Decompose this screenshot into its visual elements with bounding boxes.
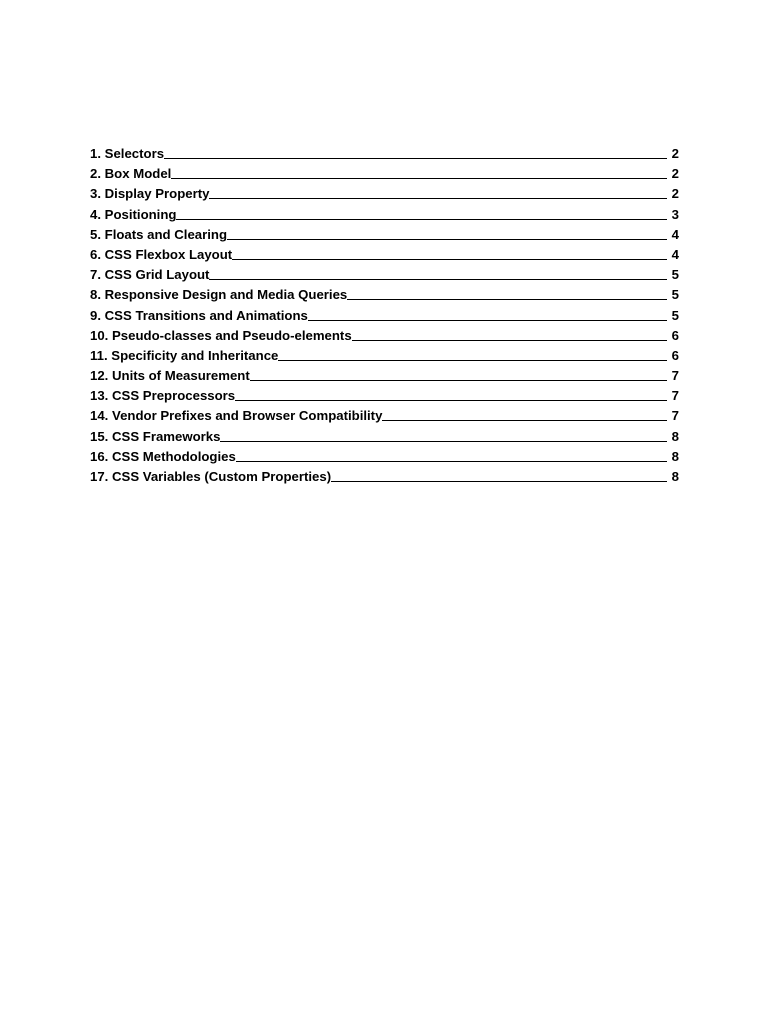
toc-entry-page-number: 5	[671, 287, 679, 303]
toc-leader-line	[308, 320, 667, 321]
toc-entry	[90, 205, 679, 225]
toc-entry-title: 16. CSS Methodologies	[90, 448, 236, 464]
toc-leader-line	[227, 239, 667, 240]
toc-entry-title: 3. Display Property	[90, 186, 210, 202]
toc-entry-page-number: 7	[671, 368, 679, 384]
toc-entry-title: 12. Units of Measurement	[90, 368, 250, 384]
toc-leader-line	[209, 198, 667, 199]
toc-entry	[90, 285, 679, 305]
toc-entry	[90, 386, 679, 406]
toc-entry-title: 9. CSS Transitions and Animations	[90, 307, 308, 323]
toc-entry-title: 6. CSS Flexbox Layout	[90, 246, 233, 262]
toc-entry-page-number: 7	[671, 408, 679, 424]
toc-leader-line	[164, 158, 667, 159]
toc-entry	[90, 467, 679, 487]
toc-leader-line	[352, 340, 667, 341]
toc-entry	[90, 164, 679, 184]
toc-leader-line	[235, 400, 667, 401]
toc-entry-title: 1. Selectors	[90, 146, 165, 161]
toc-leader-line	[236, 461, 667, 462]
toc-entry-title: 17. CSS Variables (Custom Properties)	[90, 469, 332, 484]
toc-entry-page-number: 6	[671, 347, 679, 363]
toc-entry-title: 15. CSS Frameworks	[90, 428, 221, 444]
toc-entry-title: 7. CSS Grid Layout	[90, 267, 210, 283]
toc-entry	[90, 447, 679, 467]
table-of-contents	[90, 144, 679, 487]
toc-entry-title: 4. Positioning	[90, 206, 177, 222]
toc-entry	[90, 144, 679, 164]
toc-entry	[90, 225, 679, 245]
toc-entry-page-number: 8	[671, 448, 679, 464]
toc-entry-page-number: 4	[671, 246, 679, 262]
toc-entry-title: 8. Responsive Design and Media Queries	[90, 287, 348, 303]
toc-leader-line	[209, 279, 667, 280]
toc-leader-line	[176, 219, 667, 220]
toc-leader-line	[171, 178, 667, 179]
toc-entry-page-number: 2	[671, 146, 679, 161]
toc-entry-page-number: 4	[671, 226, 679, 242]
toc-entry	[90, 406, 679, 426]
toc-leader-line	[347, 299, 667, 300]
toc-entry-page-number: 3	[671, 206, 679, 222]
toc-leader-line	[331, 481, 667, 482]
toc-entry-title: 2. Box Model	[90, 166, 172, 182]
toc-entry-page-number: 2	[671, 186, 679, 202]
toc-entry-title: 11. Specificity and Inheritance	[90, 347, 279, 363]
toc-entry	[90, 427, 679, 447]
toc-entry	[90, 366, 679, 386]
toc-entry-title: 14. Vendor Prefixes and Browser Compatibility	[90, 408, 383, 424]
toc-entry	[90, 184, 679, 204]
toc-entry-title: 5. Floats and Clearing	[90, 226, 228, 242]
toc-entry-page-number: 6	[671, 327, 679, 343]
toc-entry	[90, 265, 679, 285]
toc-leader-line	[220, 441, 667, 442]
toc-entry	[90, 245, 679, 265]
toc-entry-page-number: 8	[671, 469, 679, 484]
toc-leader-line	[232, 259, 667, 260]
toc-entry-page-number: 5	[671, 307, 679, 323]
toc-entry	[90, 306, 679, 326]
toc-entry-page-number: 5	[671, 267, 679, 283]
toc-entry-page-number: 8	[671, 428, 679, 444]
toc-leader-line	[250, 380, 667, 381]
toc-leader-line	[382, 420, 667, 421]
toc-leader-line	[278, 360, 667, 361]
toc-entry-title: 10. Pseudo-classes and Pseudo-elements	[90, 327, 352, 343]
toc-entry-title: 13. CSS Preprocessors	[90, 388, 236, 404]
toc-entry	[90, 346, 679, 366]
toc-entry-page-number: 2	[671, 166, 679, 182]
toc-entry	[90, 326, 679, 346]
toc-entry-page-number: 7	[671, 388, 679, 404]
